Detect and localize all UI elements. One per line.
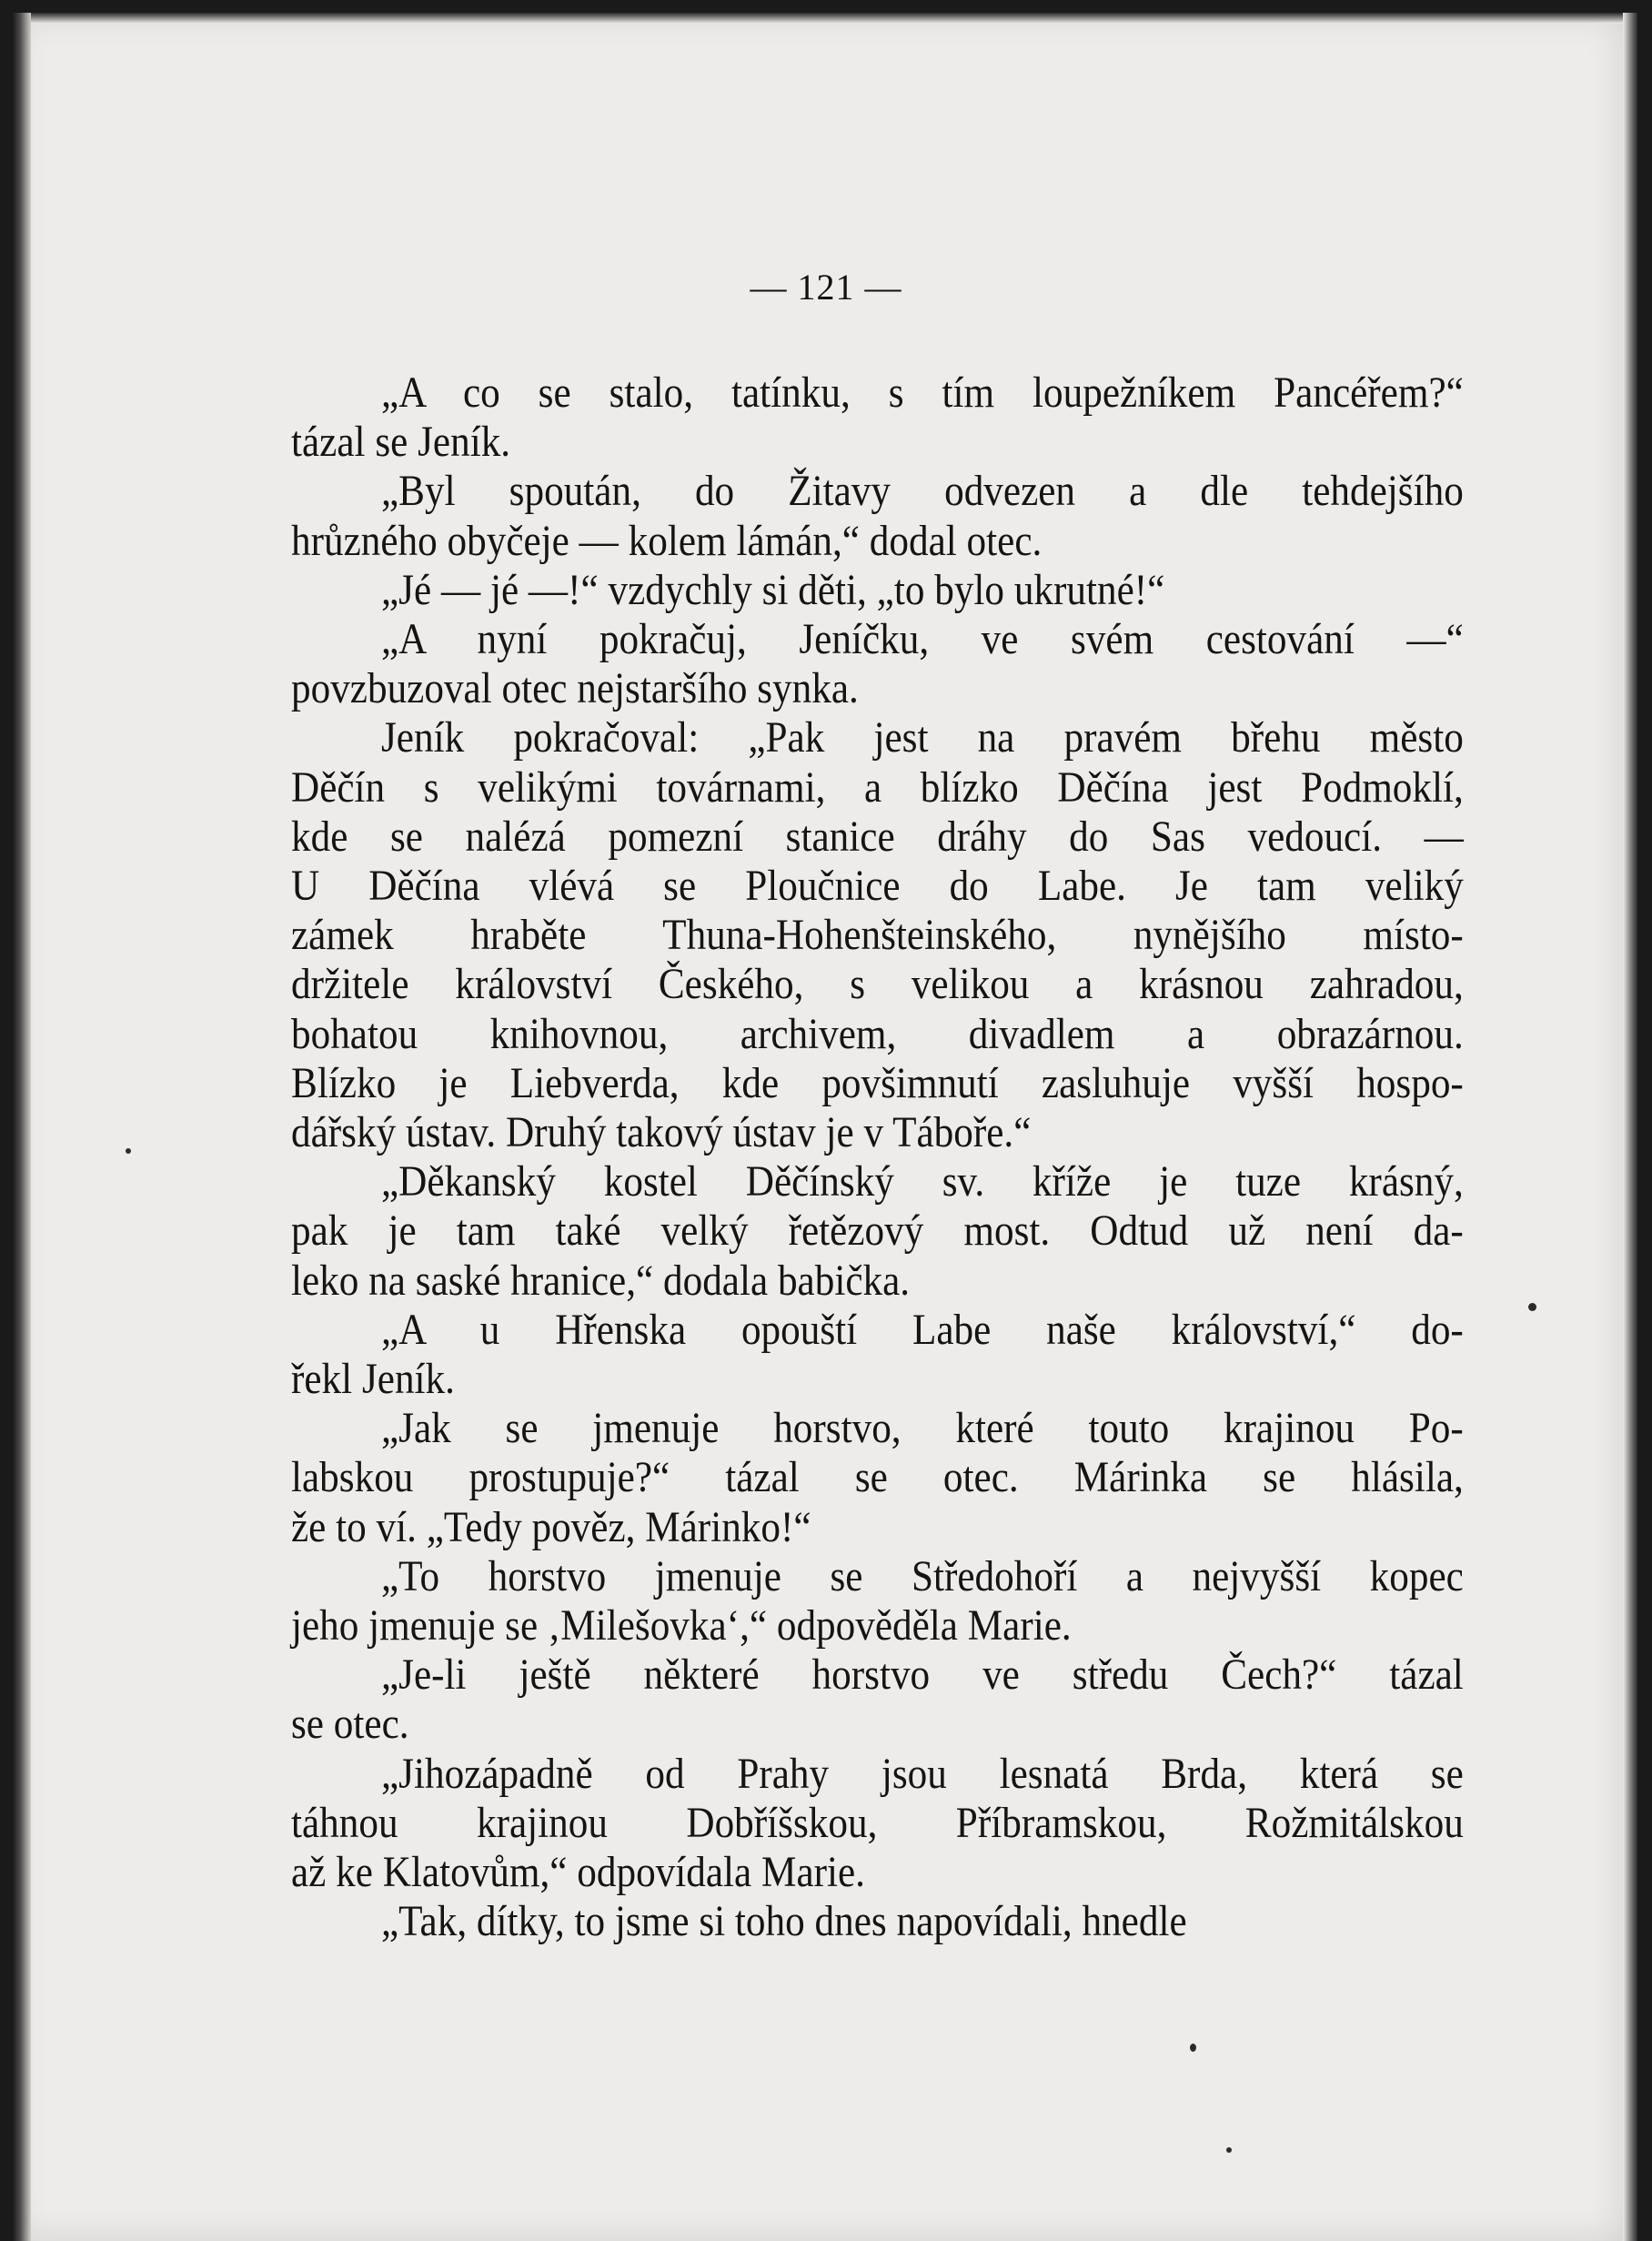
print-speck (1226, 2147, 1232, 2153)
text-line: hrůzného obyčeje — kolem lámán,“ dodal otec. (291, 516, 1043, 565)
paragraph (291, 1897, 1347, 1946)
text-line: povzbuzoval otec nejstaršího synka. (291, 664, 859, 713)
print-speck (1528, 1303, 1536, 1311)
text-line: „To horstvo jmenuje se Středohoří a nejvyšší kopec (381, 1551, 1464, 1600)
paragraph (291, 1749, 1464, 1898)
page-top-edge (13, 13, 1623, 24)
text-line: pak je tam také velký řetězový most. Odtud už není da- (291, 1206, 1464, 1256)
text-line: jeho jmenuje se ‚Milešovka‘,“ odpověděla Marie. (291, 1601, 1072, 1650)
text-line: tázal se Jeník. (291, 418, 511, 467)
text-line: „Tak, dítky, to jsme si toho dnes napovídali, hnedle (381, 1897, 1187, 1946)
print-speck (1190, 2044, 1196, 2052)
text-line: „A co se stalo, tatínku, s tím loupežníkem Pancéřem?“ (381, 368, 1464, 417)
text-line: „Byl spoután, do Žitavy odvezen a dle tehdejšího (381, 467, 1464, 516)
paragraph (291, 1650, 1464, 1749)
page-number: — 121 — (750, 267, 902, 308)
text-line: „Jak se jmenuje horstvo, které touto krajinou Po- (381, 1404, 1464, 1453)
paragraph (291, 368, 1464, 467)
text-line: bohatou knihovnou, archivem, divadlem a obrazárnou. (291, 1009, 1464, 1058)
text-line: kde se nalézá pomezní stanice dráhy do Sas vedoucí. — (291, 812, 1464, 861)
text-line: Blízko je Liebverda, kde povšimnutí zasluhuje vyšší hospo- (291, 1058, 1464, 1107)
text-line: „Jihozápadně od Prahy jsou lesnatá Brda, která se (381, 1749, 1464, 1798)
page-body-text (291, 368, 1464, 1947)
print-speck (126, 1148, 131, 1154)
text-line: „Je-li ještě některé horstvo ve středu Čech?“ tázal (381, 1650, 1464, 1700)
text-line: řekl Jeník. (291, 1355, 455, 1404)
text-line: držitele království Českého, s velikou a krásnou zahradou, (291, 960, 1464, 1009)
paragraph (291, 467, 1464, 565)
paragraph (291, 713, 1464, 1157)
paragraph (291, 1404, 1464, 1552)
text-line: zámek hraběte Thuna-Hohenšteinského, nynějšího místo- (291, 911, 1464, 960)
text-line: U Děčína vlévá se Ploučnice do Labe. Je tam veliký (291, 862, 1464, 911)
text-line: Jeník pokračoval: „Pak jest na pravém břehu město (381, 713, 1464, 762)
paragraph (291, 566, 1347, 615)
text-line: až ke Klatovům,“ odpovídala Marie. (291, 1848, 865, 1897)
text-line: se otec. (291, 1700, 409, 1749)
page-left-edge (13, 13, 31, 2241)
paragraph (291, 1157, 1464, 1306)
text-line: labskou prostupuje?“ tázal se otec. Márinka se hlásila, (291, 1453, 1464, 1502)
text-line: „A nyní pokračuj, Jeníčku, ve svém cestování —“ (381, 615, 1464, 664)
text-line: „Děkanský kostel Děčínský sv. kříže je tuze krásný, (381, 1157, 1464, 1206)
paragraph (291, 1305, 1464, 1404)
paragraph (291, 1551, 1464, 1650)
text-line: že to ví. „Tedy pověz, Márinko!“ (291, 1502, 811, 1551)
text-line: „A u Hřenska opouští Labe naše království,“ do- (381, 1305, 1464, 1354)
page-right-edge (1623, 13, 1637, 2241)
text-line: dářský ústav. Druhý takový ústav je v Táboře.“ (291, 1108, 1032, 1157)
text-line: leko na saské hranice,“ dodala babička. (291, 1256, 911, 1305)
text-line: Děčín s velikými továrnami, a blízko Děčína jest Podmoklí, (291, 762, 1464, 812)
paragraph (291, 615, 1464, 713)
text-line: táhnou krajinou Dobříšskou, Příbramskou, Rožmitálskou (291, 1798, 1464, 1847)
text-line: „Jé — jé —!“ vzdychly si děti, „to bylo ukrutné!“ (381, 565, 1165, 614)
